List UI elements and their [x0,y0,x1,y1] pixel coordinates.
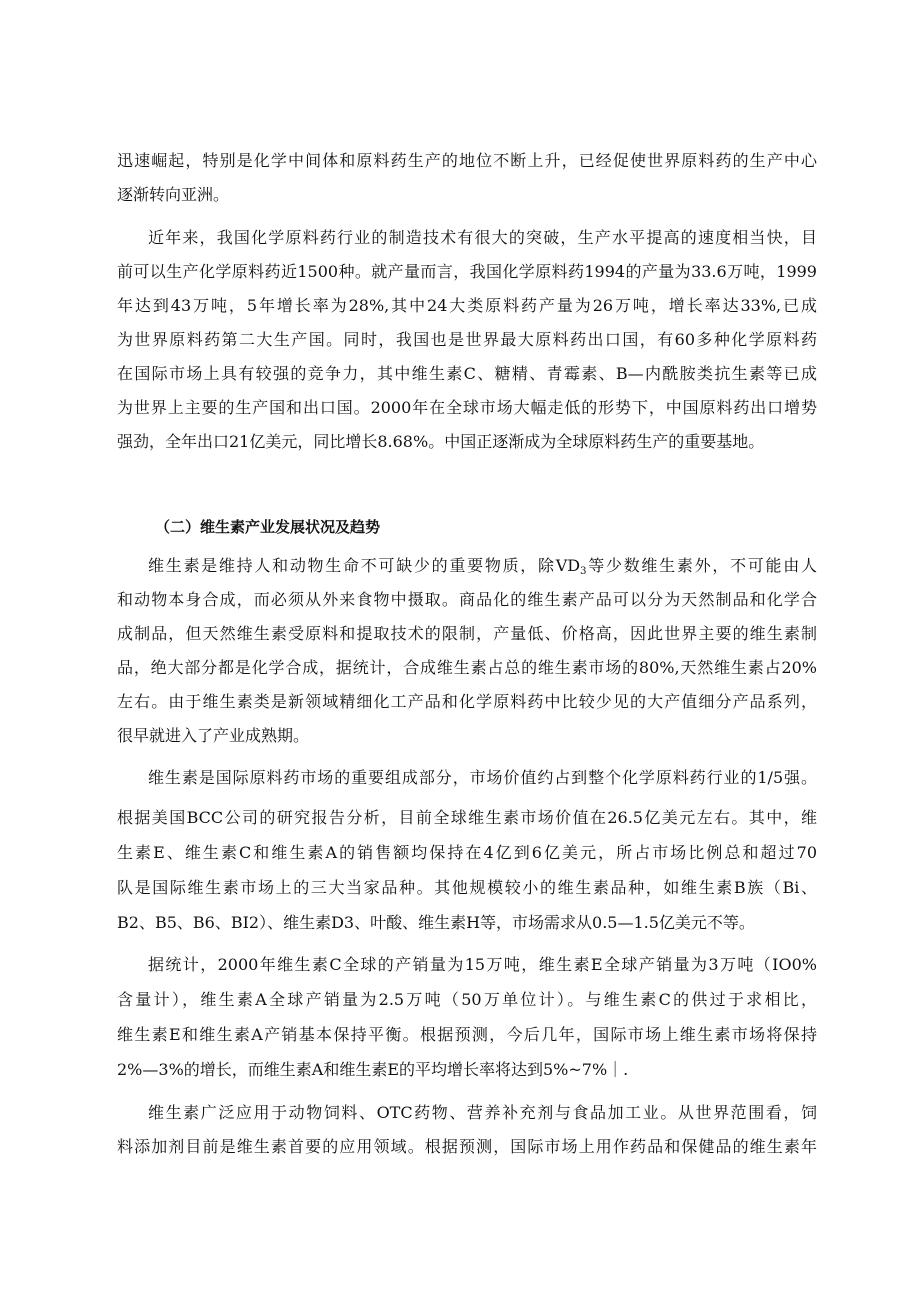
text-line: 近年来，我国化学原料药行业的制造技术有很大的突破，生产水平提高的速度相当快，目 [148,228,817,247]
text-line: 2%—3%的增长，而维生素A和维生素E的平均增长率将达到5%~7%｜. [117,1060,629,1079]
text-line: 强劲，全年出口21亿美元，同比增长8.68%。中国正逐渐成为全球原料药生产的重要基地。 [117,432,765,451]
text-line: 维生素广泛应用于动物饲料、OTC药物、营养补充剂与食品加工业。从世界范围看，饲 [148,1103,817,1122]
text-line: 在国际市场上具有较强的竞争力，其中维生素C、糖精、青霉素、B—内酰胺类抗生素等已成 [117,364,817,383]
text-line: 年达到43万吨，5年增长率为28%,其中24大类原料药产量为26万吨，增长率达33%,已成 [117,296,817,315]
text-line: 逐渐转向亚洲。 [117,185,230,204]
text-line: 维生素是国际原料药市场的重要组成部分，市场价值约占到整个化学原料药行业的1/5强。 [148,768,817,787]
text-line: 前可以生产化学原料药近1500种。就产量而言，我国化学原料药1994的产量为33.6万吨，1999 [117,262,817,281]
section-heading: （二）维生素产业发展状况及趋势 [155,518,381,536]
text-line: 成制品，但天然维生素受原料和提取技术的限制，产量低、价格高，因此世界主要的维生素制 [117,624,817,643]
text-line: 为世界原料药第二大生产国。同时，我国也是世界最大原料药出口国，有60多种化学原料药 [117,330,817,349]
text-line: 维生素E和维生素A产销基本保持平衡。根据预测，今后几年，国际市场上维生素市场将保持 [117,1025,817,1044]
text-line: B2、B5、B6、BI2）、维生素D3、叶酸、维生素H等，市场需求从0.5—1.5亿美元不等。 [117,913,755,932]
text-line: 品，绝大部分都是化学合成，据统计，合成维生素占总的维生素市场的80%,天然维生素占20% [117,658,817,677]
text-line [148,556,817,576]
text-segment: 维生素是维持人和动物生命不可缺少的重要物质，除VD [148,556,581,575]
text-line: 含量计），维生素A全球产销量为2.5万吨（50万单位计）。与维生素C的供过于求相比， [117,990,817,1009]
text-line: 和动物本身合成，而必须从外来食物中摄取。商品化的维生素产品可以分为天然制品和化学合 [117,590,817,609]
text-line: 队是国际维生素市场上的三大当家品种。其他规模较小的维生素品种，如维生素B族（Bi、 [117,878,817,897]
text-line: 迅速崛起，特别是化学中间体和原料药生产的地位不断上升，已经促使世界原料药的生产中心 [117,151,817,170]
text-segment: 等少数维生素外，不可能由人 [586,556,817,575]
text-line: 为世界上主要的生产国和出口国。2000年在全球市场大幅走低的形势下，中国原料药出口增势 [117,398,817,417]
text-line: 左右。由于维生素类是新领域精细化工产品和化学原料药中比较少见的大产值细分产品系列， [117,692,817,711]
text-line: 据统计，2000年维生素C全球的产销量为15万吨，维生素E全球产销量为3万吨（IO0% [148,955,817,974]
text-line: 生素E、维生素C和维生素A的销售额均保持在4亿到6亿美元，所占市场比例总和超过70 [117,843,817,862]
subscript: 3 [580,566,587,576]
text-line: 很早就进入了产业成熟期。 [117,726,310,745]
text-line: 料添加剂目前是维生素首要的应用领域。根据预测，国际市场上用作药品和保健品的维生素年 [117,1137,817,1156]
text-line: 根据美国BCC公司的研究报告分析，目前全球维生素市场价值在26.5亿美元左右。其中，维 [117,808,817,827]
